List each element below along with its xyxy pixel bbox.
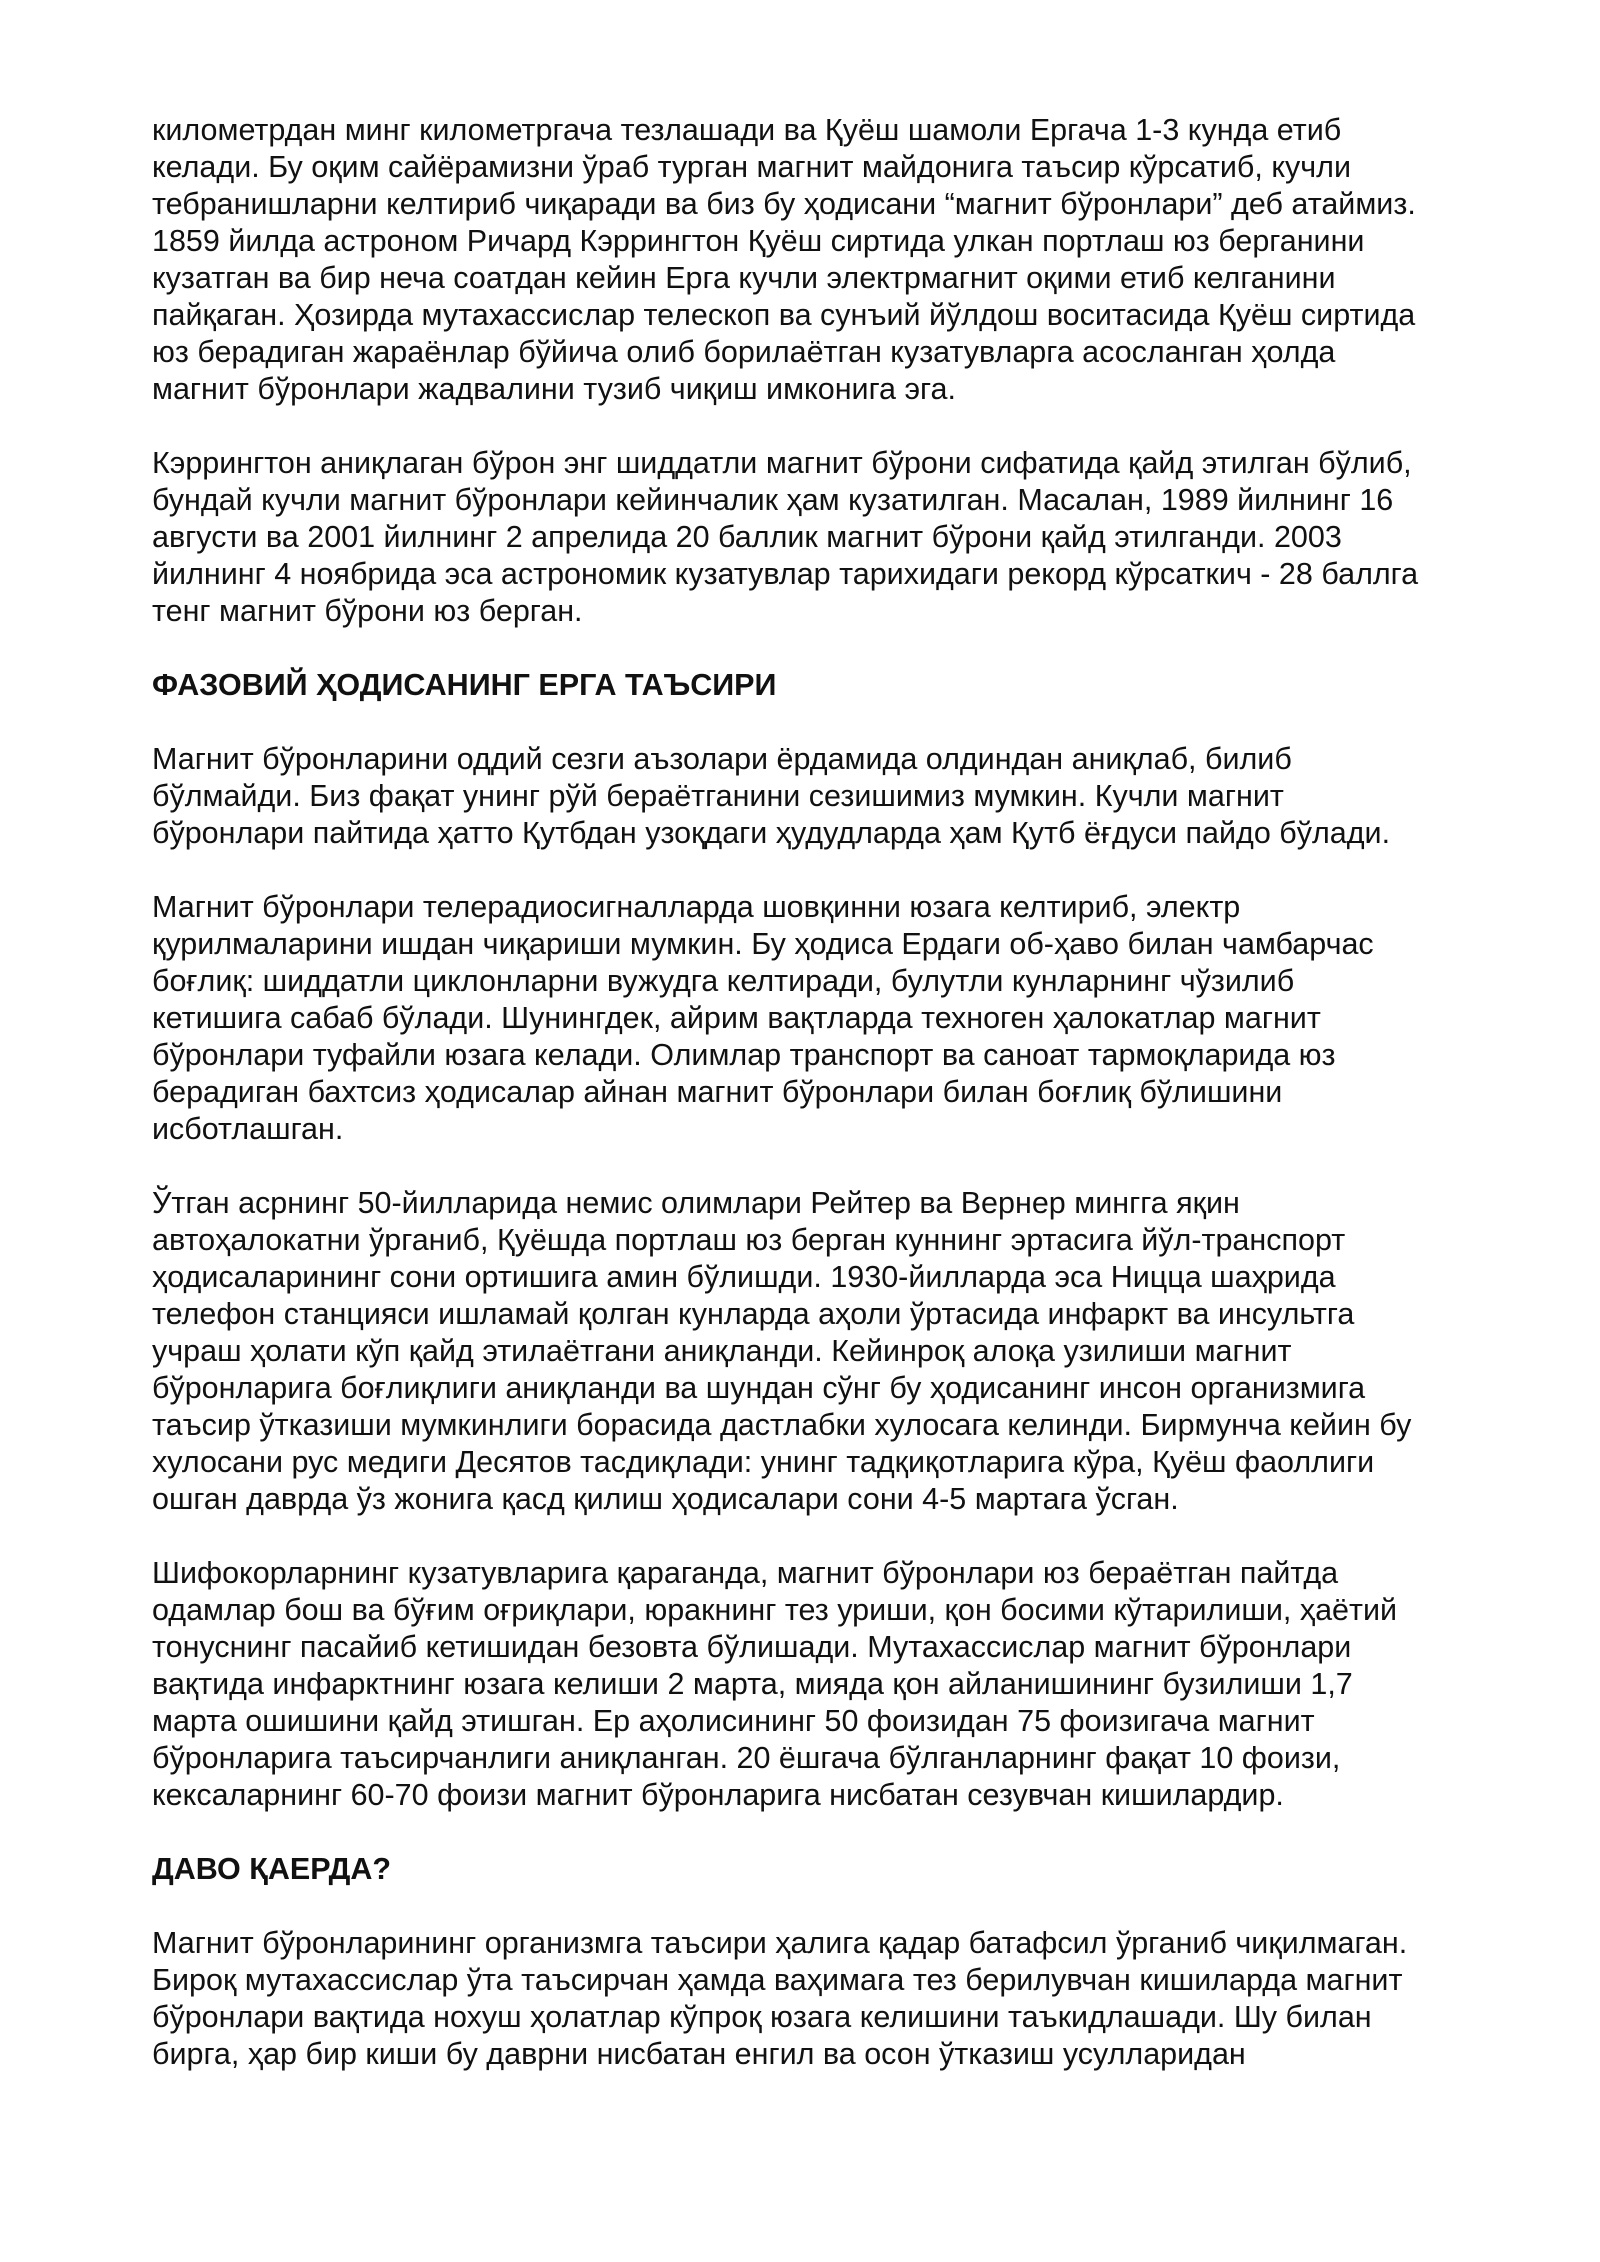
text-line: хулосани рус медиги Десятов тасдиқлади: унинг тадқиқотларига кўра, Қуёш фаоллиги bbox=[152, 1445, 1375, 1479]
body-paragraph-1 bbox=[152, 112, 1502, 408]
text-line: бўронлари туфайли юзага келади. Олимлар транспорт ва саноат тармоқларида юз bbox=[152, 1038, 1336, 1072]
text-line: учраш ҳолати кўп қайд этилаётгани аниқланди. Кейинроқ алоқа узилиши магнит bbox=[152, 1334, 1292, 1368]
body-paragraph-2 bbox=[152, 445, 1502, 630]
text-line: боғлиқ: шиддатли циклонларни вужудга келтиради, булутли кунларнинг чўзилиб bbox=[152, 964, 1295, 998]
text-line: вақтида инфарктнинг юзага келиши 2 марта, мияда қон айланишининг бузилиши 1,7 bbox=[152, 1667, 1353, 1701]
text-line: бўлмайди. Биз фақат унинг рўй бераётганини сезишимиз мумкин. Кучли магнит bbox=[152, 779, 1284, 813]
text-line: ФАЗОВИЙ ҲОДИСАНИНГ ЕРГА ТАЪСИРИ bbox=[152, 668, 777, 702]
text-line: Магнит бўронларининг организмга таъсири ҳалига қадар батафсил ўрганиб чиқилмаган. bbox=[152, 1926, 1408, 1960]
text-line: одамлар бош ва бўғим оғриқлари, юракнинг тез уриши, қон босими кўтарилиши, ҳаётий bbox=[152, 1593, 1398, 1627]
text-line: бўронлари пайтида ҳатто Қутбдан узоқдаги ҳудудларда ҳам Қутб ёғдуси пайдо бўлади. bbox=[152, 816, 1391, 850]
text-line: берадиган бахтсиз ҳодисалар айнан магнит бўронлари билан боғлиқ бўлишини bbox=[152, 1075, 1283, 1109]
text-line: Шифокорларнинг кузатувларига қараганда, магнит бўронлари юз бераётган пайтда bbox=[152, 1556, 1339, 1590]
section-heading-2 bbox=[152, 1851, 1502, 1888]
text-line: кексаларнинг 60-70 фоизи магнит бўронларига нисбатан сезувчан кишилардир. bbox=[152, 1778, 1284, 1812]
text-line: Бироқ мутахассислар ўта таъсирчан ҳамда ваҳимага тез берилувчан кишиларда магнит bbox=[152, 1963, 1403, 1997]
text-line: 1859 йилда астроном Ричард Кэррингтон Қуёш сиртида улкан портлаш юз берганини bbox=[152, 224, 1365, 258]
text-line: ҳодисаларининг сони ортишига амин бўлишди. 1930-йилларда эса Ницца шаҳрида bbox=[152, 1260, 1336, 1294]
text-line: тенг магнит бўрони юз берган. bbox=[152, 594, 583, 628]
text-line: келади. Бу оқим сайёрамизни ўраб турган магнит майдонига таъсир кўрсатиб, кучли bbox=[152, 150, 1351, 184]
text-line: ошган даврда ўз жонига қасд қилиш ҳодисалари сони 4-5 мартага ўсган. bbox=[152, 1482, 1179, 1516]
body-paragraph-6 bbox=[152, 1555, 1502, 1814]
text-line: Магнит бўронларини оддий сезги аъзолари ёрдамида олдиндан аниқлаб, билиб bbox=[152, 742, 1292, 776]
text-line: бўронларига боғлиқлиги аниқланди ва шундан сўнг бу ҳодисанинг инсон организмига bbox=[152, 1371, 1366, 1405]
body-paragraph-3 bbox=[152, 741, 1502, 852]
text-line: бўронлари вақтида нохуш ҳолатлар кўпроқ юзага келишини таъкидлашади. Шу билан bbox=[152, 2000, 1372, 2034]
text-line: пайқаган. Ҳозирда мутахассислар телескоп ва сунъий йўлдош воситасида Қуёш сиртида bbox=[152, 298, 1416, 332]
text-line: кузатган ва бир неча соатдан кейин Ерга кучли электрмагнит оқими етиб келганини bbox=[152, 261, 1336, 295]
text-line: Ўтган асрнинг 50-йилларида немис олимлари Рейтер ва Вернер мингга яқин bbox=[152, 1186, 1240, 1220]
text-line: ДАВО ҚАЕРДА? bbox=[152, 1852, 392, 1886]
text-line: бирга, ҳар бир киши бу даврни нисбатан енгил ва осон ўтказиш усулларидан bbox=[152, 2037, 1246, 2071]
text-line: таъсир ўтказиши мумкинлиги борасида дастлабки хулосага келинди. Бирмунча кейин бу bbox=[152, 1408, 1412, 1442]
text-line: юз берадиган жараёнлар бўйича олиб борилаётган кузатувларга асосланган ҳолда bbox=[152, 335, 1336, 369]
text-line: йилнинг 4 ноябрида эса астрономик кузатувлар тарихидаги рекорд кўрсаткич - 28 баллга bbox=[152, 557, 1419, 591]
text-line: магнит бўронлари жадвалини тузиб чиқиш имконига эга. bbox=[152, 372, 956, 406]
text-line: қурилмаларини ишдан чиқариши мумкин. Бу ҳодиса Ердаги об-ҳаво билан чамбарчас bbox=[152, 927, 1374, 961]
text-line: марта ошишини қайд этишган. Ер аҳолисининг 50 фоизидан 75 фоизигача магнит bbox=[152, 1704, 1315, 1738]
text-line: тебранишларни келтириб чиқаради ва биз бу ҳодисани “магнит бўронлари” деб атаймиз. bbox=[152, 187, 1416, 221]
text-line: тонуснинг пасайиб кетишидан безовта бўлишади. Мутахассислар магнит бўронлари bbox=[152, 1630, 1352, 1664]
text-line: кетишига сабаб бўлади. Шунингдек, айрим вақтларда техноген ҳалокатлар магнит bbox=[152, 1001, 1321, 1035]
body-paragraph-7 bbox=[152, 1925, 1502, 2073]
text-line: исботлашган. bbox=[152, 1112, 344, 1146]
text-line: Магнит бўронлари телерадиосигналларда шовқинни юзага келтириб, электр bbox=[152, 890, 1241, 924]
text-line: Кэррингтон аниқлаган бўрон энг шиддатли магнит бўрони сифатида қайд этилган бўлиб, bbox=[152, 446, 1412, 480]
body-paragraph-4 bbox=[152, 889, 1502, 1148]
text-line: километрдан минг километргача тезлашади ва Қуёш шамоли Ергача 1-3 кунда етиб bbox=[152, 113, 1342, 147]
section-heading-1 bbox=[152, 667, 1502, 704]
text-line: бундай кучли магнит бўронлари кейинчалик ҳам кузатилган. Масалан, 1989 йилнинг 16 bbox=[152, 483, 1394, 517]
body-paragraph-5 bbox=[152, 1185, 1502, 1518]
document-page bbox=[152, 112, 1502, 2110]
text-line: автоҳалокатни ўрганиб, Қуёшда портлаш юз берган куннинг эртасига йўл-транспорт bbox=[152, 1223, 1346, 1257]
text-line: августи ва 2001 йилнинг 2 апрелида 20 баллик магнит бўрони қайд этилганди. 2003 bbox=[152, 520, 1342, 554]
text-line: телефон станцияси ишламай қолган кунларда аҳоли ўртасида инфаркт ва инсультга bbox=[152, 1297, 1355, 1331]
text-line: бўронларига таъсирчанлиги аниқланган. 20 ёшгача бўлганларнинг фақат 10 фоизи, bbox=[152, 1741, 1341, 1775]
